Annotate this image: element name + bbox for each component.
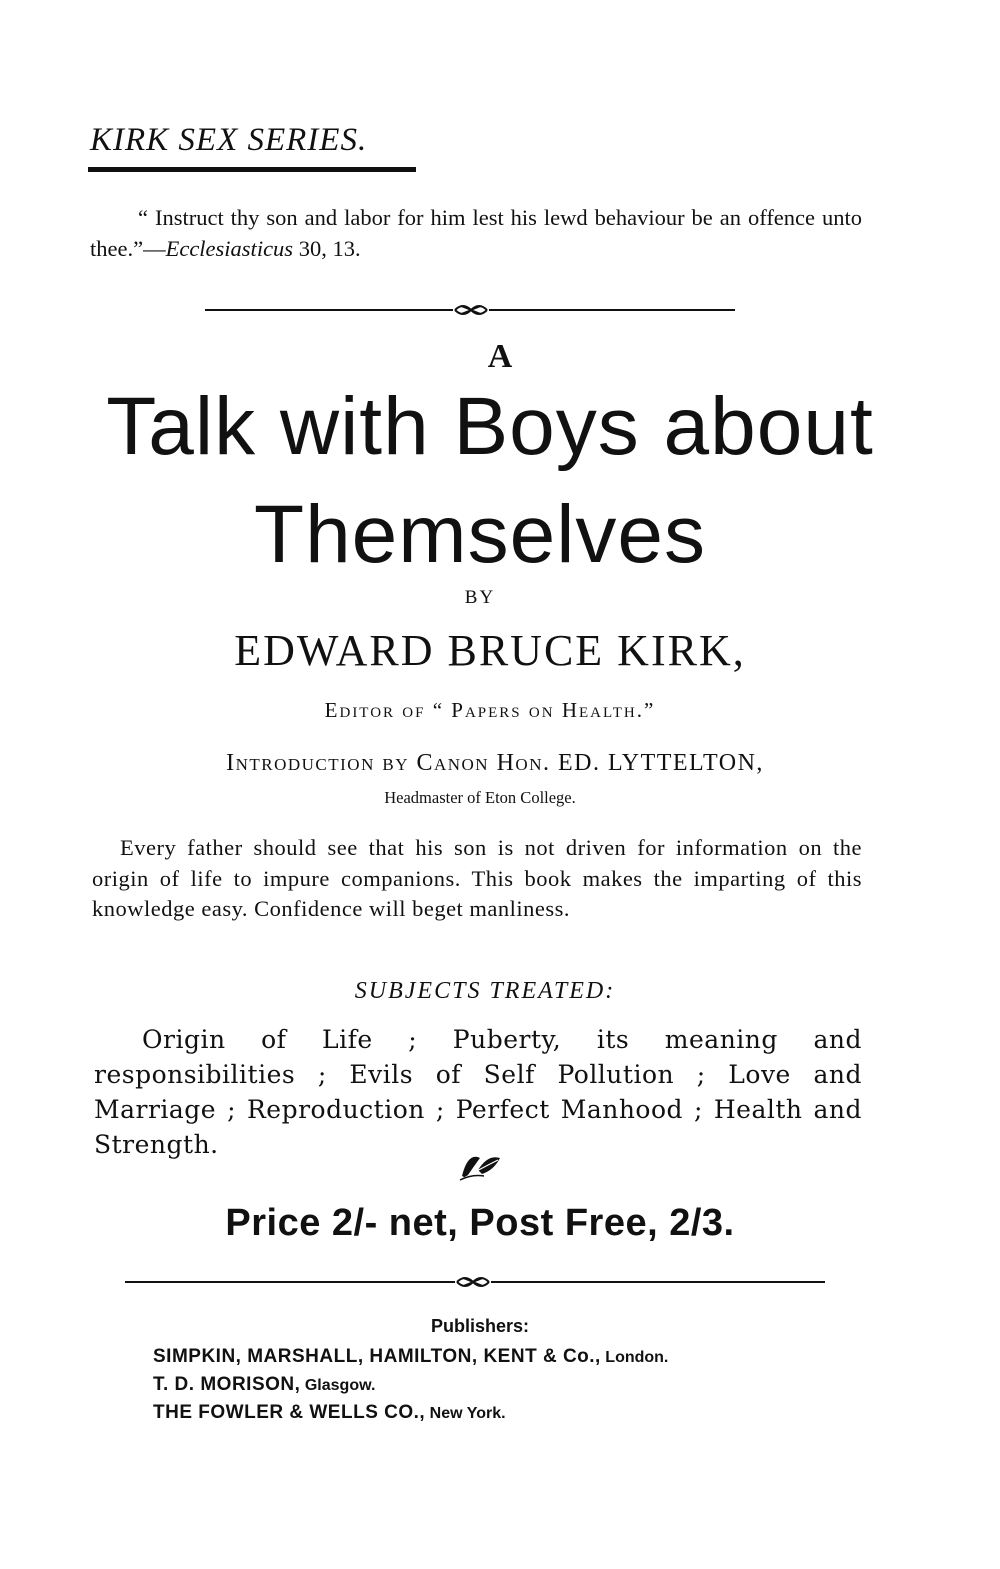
price-line: Price 2/- net, Post Free, 2/3. (225, 1202, 735, 1244)
title-line-1: Talk with Boys about (106, 381, 874, 472)
introduction-prefix: Introduction by Canon Hon. (226, 750, 551, 776)
introduction-title: Headmaster of Eton College. (384, 788, 576, 807)
publisher-entry (153, 1346, 668, 1368)
publisher-name: THE FOWLER & WELLS CO., (153, 1402, 426, 1423)
publisher-name: SIMPKIN, MARSHALL, HAMILTON, KENT & Co., (153, 1346, 601, 1367)
author-name: EDWARD BRUCE KIRK, (234, 626, 746, 675)
blurb-text: Every father should see that his son is not driven for information on the origin of life to impure companions. This book makes the imparting of this knowledge easy. Confidence will beget manliness. (92, 835, 862, 921)
title-article: A (487, 338, 513, 375)
publisher-city: London. (600, 1349, 669, 1366)
ornament-icon (455, 1272, 491, 1292)
introduction-credit (0, 750, 995, 777)
publisher-city: New York. (425, 1405, 506, 1422)
epigraph-source: Ecclesiasticus (165, 236, 294, 261)
blurb-paragraph (92, 833, 862, 925)
ornament-divider-top (205, 300, 735, 320)
leaf-ornament-icon (458, 1148, 504, 1182)
series-title: KIRK SEX SERIES. (90, 122, 368, 158)
ornament-divider-bottom (125, 1272, 825, 1292)
epigraph-quote: “ Instruct thy son and labor for him lest his lewd behaviour be an offence unto thee.”— (90, 205, 862, 261)
subjects-heading: SUBJECTS TREATED: (354, 978, 616, 1004)
publishers-heading: Publishers: (430, 1316, 530, 1336)
epigraph (90, 202, 862, 264)
publisher-city: Glasgow. (300, 1377, 376, 1394)
publisher-entry (153, 1402, 506, 1424)
subjects-text: Origin of Life ; Puberty, its meaning and responsibilities ; Evils of Self Pollution ; Love and Marriage ; Reproduction ; Perfect Manhood ; Health and Strength. (94, 1025, 862, 1159)
by-label: BY (464, 587, 496, 608)
subjects-list (94, 1022, 862, 1162)
publisher-entry (153, 1374, 375, 1396)
epigraph-reference: 30, 13. (293, 236, 361, 261)
series-underline (88, 167, 416, 172)
introduction-name: ED. LYTTELTON, (550, 750, 764, 776)
author-credential: Editor of “ Papers on Health.” (324, 698, 656, 722)
ornament-icon (453, 300, 489, 320)
title-line-2: Themselves (253, 489, 707, 580)
publisher-name: T. D. MORISON, (153, 1374, 301, 1395)
